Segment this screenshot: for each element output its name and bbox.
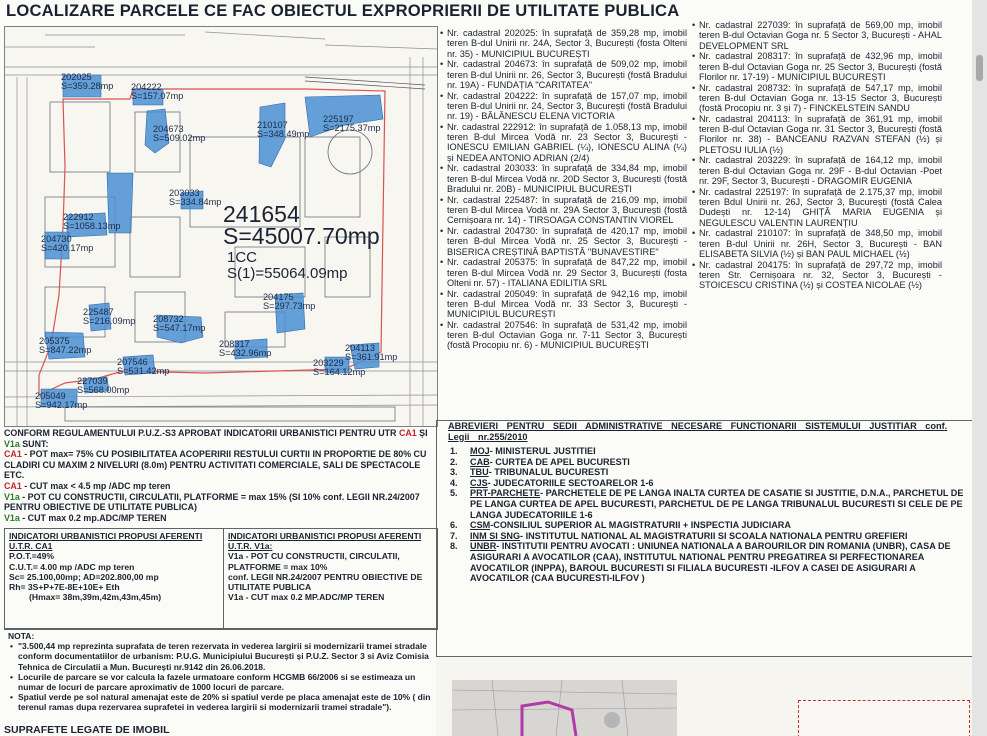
parcel-label: 225197 S=2175.37mp	[323, 114, 381, 133]
cadastral-list-right	[692, 20, 942, 291]
indicator-line: (Hmax= 38m,39m,42m,43m,45m)	[29, 592, 162, 603]
abbreviations-list	[448, 446, 968, 584]
indicator-line: Sc= 25.100,00mp; AD=202.800,00 mp	[9, 571, 159, 582]
list-item: • Nr. cadastral 203033: în suprafață de 334,84 mp, imobil teren B-dul Mircea Vodă nr. 20D Sector 3, București (fostă Bradului nr. 20B) - MUNICIPIUL BUCUREȘTI	[440, 163, 687, 195]
list-item: • Nr. cadastral 204222: în suprafață de 157,07 mp, imobil teren B-dul Unirii nr. 24, Sector 3, București (fostă Bradului nr. 19) - BĂLĂNESCU ELENA VICTORIA	[440, 90, 687, 122]
parcel-label: 204222 S=157.07mp	[131, 82, 184, 101]
ca1-cut: CA1 - CUT max < 4.5 mp /ADC mp teren	[4, 480, 171, 491]
location-mini-map	[452, 680, 677, 736]
list-item: • Nr. cadastral 225487: în suprafață de 216,09 mp, imobil teren B-dul Mircea Vodă nr. 29A Sector 3, București (fostă Cernișoara nr. 14) - TIRSOAGA CONSTANTIN VIOREL	[440, 194, 687, 226]
list-item: • Nr. cadastral 225197: în suprafață de 2.175,37 mp, imobil teren Bdul Unirii nr. 26J, Sector 3, București (fostă Calea Dudești nr. 12-14) GHIȚĂ MARIA EUGENIA și NEGULESCU VALENTIN LAURENȚIU	[692, 186, 942, 228]
cadastral-list-left	[440, 28, 687, 351]
abbreviations-title: ABREVIERI PENTRU SEDII ADMINISTRATIVE NECESARE FUNCTIONARII SISTEMULUI JUSTITIAR conf. Legii nr.255/2010	[448, 421, 948, 442]
note-item: • Locurile de parcare se vor calcula la fazele urmatoare conform HCGMB 66/2006 si se estimeaza un numar de locuri de parcare aproximativ de 1000 locuri de parcare.	[10, 671, 416, 693]
notes-block	[4, 628, 436, 718]
abbreviation-item: 5. PRT-PARCHETE- PARCHETELE DE PE LANGA INALTA CURTEA DE CASATIE SI JUSTITIE, D.N.A., PARCHETUL DE PE LANGA CURTEA DE APEL BUCURESTI, PARCHETUL DE PE LANGA TRIBUNALUL BUCURESTI SI CELE DE PE LANGA JUDECATORIILE 1-6	[450, 488, 964, 520]
parcel-label: 205375 S=847.22mp	[39, 336, 92, 355]
list-item: • Nr. cadastral 205375: în suprafață de 847,22 mp, imobil teren B-dul Mircea Vodă nr. 29 Sector 3, București (fosta Olteni nr. 57) - ITALIANA EDILITIA SRL	[440, 257, 687, 288]
page-title: LOCALIZARE PARCELE CE FAC OBIECTUL EXPROPRIERII DE UTILITATE PUBLICA	[6, 1, 680, 20]
list-item: • Nr. cadastral 210107: în suprafață de 348,50 mp, imobil teren B-dul Unirii nr. 26H, Sector 3, București - BAN ELISABETA SILVIA (½) și BAN PAUL MICHAEL (½)	[692, 228, 942, 259]
ca1-pot: CA1 - POT max= 75% CU POSIBILITATEA ACOPERIRII RESTULUI CURTII IN PROPORTIE DE 80% CU CLADIRI CU MAXIM 2 NIVELURI (8.0m) PENTRU ACTIVITATI COMERCIALE, SALI DE SPECTACOLE ETC.	[4, 449, 427, 481]
indicators-ca1-head: INDICATORI URBANISTICI PROPUSI AFERENTI U.T.R. CA1	[9, 531, 203, 552]
note-item: • "3.500,44 mp reprezinta suprafata de teren rezervata in vederea largirii si modernizarii tramei stradale conform documentatiilor de urbanism: P.U.G. Municipiului București și P.U.Z. Sector 3 si Aviz Comisia Tehnica de Circulatii a Mun. București nr.9142 din 26.06.2018.	[10, 641, 429, 672]
central-parcel-cc: 1CC	[227, 249, 258, 266]
indicator-line: C.U.T.= 4.00 mp /ADC mp teren	[9, 561, 135, 572]
parcel-label: 222912 S=1058.13mp	[63, 212, 121, 231]
list-item: • Nr. cadastral 204113: în suprafață de 361,91 mp, imobil teren B-dul Octavian Goga nr. 31 Sector 3, București (fostă Florilor nr. 38) - BANCEANU RAZVAN STEFAN (½) și PLETOSU IULIA (½)	[692, 113, 942, 155]
central-parcel-number: 241654	[223, 201, 300, 227]
list-item: • Nr. cadastral 203229: în suprafață de 164,12 mp, imobil teren B-dul Octavian Goga nr. 29F - B-dul Octavian -Poet nr. 29F, Sector 3, București - DRAGOMIR EUGENIA	[692, 155, 942, 187]
indicators-v1a	[224, 529, 436, 629]
parcel-label: 205049 S=942.17mp	[35, 391, 88, 410]
parcel-label: 204113 S=361.91mp	[345, 343, 398, 362]
indicator-line: V1a - CUT max 0.2 MP.ADC/MP TEREN	[228, 592, 385, 603]
list-item: • Nr. cadastral 204673: în suprafață de 509,02 mp, imobil teren B-dul Unirii nr. 26, Sector 3, București (fostă Bradului nr. 19A) - FUNDAȚIA "CARITATEA"	[440, 59, 687, 90]
list-item: • Nr. cadastral 202025: în suprafață de 359,28 mp, imobil teren B-dul Unirii nr. 24A, Sector 3, București (fosta Olteni nr. 35) - MUNICIPIUL BUCUREȘTI	[440, 28, 687, 59]
indicator-line: Rh= 3S+P+7E-8E+10E+ Eth	[9, 582, 120, 593]
parcel-label: 210107 S=348.49mp	[257, 120, 310, 139]
indicators-v1a-head: INDICATORI URBANISTICI PROPUSI AFERENTI U.T.R. V1a:	[228, 531, 422, 552]
regulations-block	[4, 428, 436, 523]
abbreviation-item: 6. CSM-CONSILIUL SUPERIOR AL MAGISTRATURII + INSPECTIA JUDICIARA	[450, 520, 791, 531]
indicators-table	[4, 528, 438, 630]
list-item: • Nr. cadastral 204730: în suprafață de 420,17 mp, imobil teren B-dul Mircea Vodă nr. 25 Sector 3, București - BISERICA CREȘTINĂ BAPTISTĂ "BUNAVESTIRE"	[440, 225, 687, 257]
abbreviation-item: 8. UNBR- INSTITUTII PENTRU AVOCATI : UNIUNEA NATIONALA A BAROURILOR DIN ROMANIA (UNBR), CASA DE ASIGURARI A AVOCATILOR (CAA), INSTITUTUL NATIONAL PENTRU PREGATIREA SI PERFECTIONAREA AVOCATILOR (INPPA), BAROUL BUCURESTI SI FILIALA BUCURESTI -ILFOV A CASEI DE ASIGURARI A AVOCATILOR (CAA BUCURESTI-ILFOV )	[450, 541, 951, 584]
parcel-label: 225487 S=216.09mp	[83, 307, 136, 326]
v1a-cut: V1a - CUT max 0.2 mp.ADC/MP TEREN	[4, 512, 167, 523]
list-item: • Nr. cadastral 205049: în suprafață de 942,16 mp, imobil teren B-dul Mircea Vodă nr. 33 Sector 3, București - MUNICIPIUL BUCUREȘTI	[440, 288, 687, 320]
parcel-label: 203229 S=164.12mp	[313, 358, 366, 377]
list-item: • Nr. cadastral 207546: în suprafață de 531,42 mp, imobil teren B-dul Octavian Goga nr. 7-11 Sector 3, București (fostă Procopiu nr. 6) - MUNICIPIUL BUCUREȘTI	[440, 319, 687, 351]
section-heading: SUPRAFETE LEGATE DE IMOBIL	[4, 724, 170, 736]
list-item: • Nr. cadastral 204175: în suprafață de 297,72 mp, imobil teren Str. Cernișoara nr. 32, Sector 3, București - STOICESCU CRISTINA (½) și COSTEA NICOLAE (½)	[692, 259, 942, 291]
list-item: • Nr. cadastral 222912: în suprafață de 1.058,13 mp, imobil teren B-dul Mircea Vodă nr. 23 Sector 3, București - IONESCU EMILIAN GABRIEL (¼), IONESCU ALINA (¼) și NEDEA ANTONIO ADRIAN (2/4)	[440, 121, 687, 163]
central-parcel-area-1: S(1)=55064.09mp	[227, 265, 348, 282]
regulations-heading: CONFORM REGULAMENTULUI P.U.Z.-S3 APROBAT INDICATORII URBANISTICI PENTRU UTR CA1 ȘI V1a SUNT:	[4, 428, 428, 449]
parcel-label: 208317 S=432.96mp	[219, 339, 272, 358]
indicator-line: P.O.T.=49%	[9, 551, 54, 562]
list-item: • Nr. cadastral 227039: în suprafață de 569,00 mp, imobil teren B-dul Octavian Goga nr. 5 Sector 3, București - AHAL DEVELOPMENT SRL	[692, 20, 942, 51]
mini-map-drawing	[452, 680, 677, 736]
note-item: • Spatiul verde pe sol natural amenajat este de 20% si spatiul verde pe placa amenajat este de 10% ( din terenul ramas dupa rezervarea suprafetei in vederea largirii si modernizarii tramei stradale").	[10, 692, 431, 713]
list-item: • Nr. cadastral 208317: în suprafață de 432,96 mp, imobil teren B-dul Octavian Goga nr. 25 Sector 3, București (fostă Florilor nr. 17-19) - MUNICIPIUL BUCUREȘTI	[692, 51, 942, 82]
parcel-label: 204175 S=297.73mp	[263, 292, 316, 311]
indicator-line: conf. LEGII NR.24/2007 PENTRU OBIECTIVE DE UTILITATE PUBLICA	[228, 571, 423, 593]
list-item: • Nr. cadastral 208732: în suprafață de 547,17 mp, imobil teren B-dul Octavian Goga nr. 13-15 Sector 3, București (fostă Procopiu nr. 3 și 7) - FINCKELSTEIN SANDU	[692, 82, 942, 114]
central-parcel-area: S=45007.70mp	[223, 223, 380, 249]
abbreviation-item: 1. MOJ- MINISTERUL JUSTITIEI	[450, 446, 596, 456]
scrollbar-thumb[interactable]	[976, 55, 983, 81]
detail-mini-map	[798, 700, 970, 736]
parcel-label: 202025 S=359.28mp	[61, 72, 114, 91]
indicators-ca1	[5, 529, 223, 629]
parcel-label: 203033 S=334.84mp	[169, 188, 222, 207]
parcel-label: 207546 S=531.42mp	[117, 357, 170, 376]
notes-heading: NOTA:	[8, 631, 35, 641]
abbreviation-item: 3. TBU- TRIBUNALUL BUCURESTI	[450, 467, 609, 478]
parcel-label: 208732 S=547.17mp	[153, 314, 206, 333]
parcel-label: 204730 S=420.17mp	[41, 234, 94, 253]
v1a-pot: V1a - POT CU CONSTRUCTII, CIRCULATII, PLATFORME = max 15% (SI 10% conf. LEGII NR.24/2007 PENTRU OBIECTIVE DE UTILITATE PUBLICA)	[4, 491, 420, 513]
abbreviation-item: 4. CJS- JUDECATORIILE SECTOARELOR 1-6	[450, 477, 654, 488]
abbreviation-item: 2. CAB- CURTEA DE APEL BUCURESTI	[450, 456, 630, 467]
site-plan-map	[4, 26, 438, 427]
vertical-scrollbar[interactable]	[972, 0, 987, 736]
abbreviation-item: 7. INM SI SNG- INSTITUTUL NATIONAL AL MAGISTRATURII SI SCOALA NATIONALA PENTRU GREFIERI	[450, 530, 908, 541]
indicator-line: V1a - POT CU CONSTRUCTII, CIRCULATII, PLATFORME = max 10%	[228, 551, 400, 572]
parcel-label: 227039 S=568.00mp	[77, 376, 130, 395]
parcel-label: 204673 S=509.02mp	[153, 124, 206, 143]
